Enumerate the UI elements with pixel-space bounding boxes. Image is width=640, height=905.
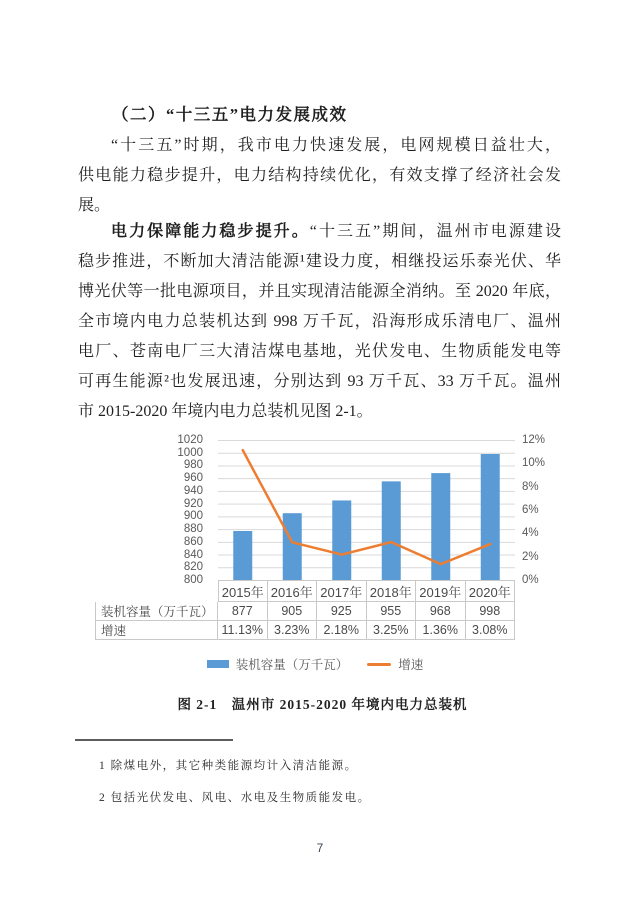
section-heading: （二）“十三五”电力发展成效 [112,105,348,124]
left-axis-tick: 940 [183,484,203,497]
left-axis-tick: 1020 [177,434,203,446]
capacity-bar [481,454,500,580]
right-axis-tick: 2% [522,550,539,563]
text-line: 稳步推进，不断加大清洁能源¹建设力度，相继投运乐泰光伏、华 [78,253,561,270]
page-number: 7 [316,841,324,855]
chart-legend [95,655,535,673]
capacity-value-cell: 877 [218,602,268,621]
capacity-value-cell: 905 [268,602,318,621]
paragraph-2-bold-lead: 电力保障能力稳步提升。 [111,223,310,240]
text-line: 博光伏等一批电源项目，并且实现清洁能源全消纳。至 2020 年底， [78,283,561,300]
year-header-cell: 2015年 [218,580,268,602]
right-axis-tick: 8% [522,480,539,493]
line-series-legend-label: 增速 [398,658,424,672]
growth-value-cell: 11.13% [218,621,268,640]
footnote-2: 2 包括光伏发电、风电、水电及生物质能发电。 [99,792,371,804]
growth-trend-line [243,450,491,564]
text-line: 展。 [78,197,111,214]
paragraph-1 [78,131,561,221]
capacity-row-header: 装机容量（万千瓦） [95,602,218,621]
capacity-value-cell: 955 [367,602,417,621]
footnote-separator [75,739,233,741]
paragraph-1-lines [78,131,561,221]
text-line: 供电能力稳步提升，电力结构持续优化，有效支撑了经济社会发 [78,167,561,184]
capacity-value-cell: 968 [416,602,466,621]
growth-value-cell: 3.25% [367,621,417,640]
text-line: 电厂、苍南电厂三大清洁煤电基地，光伏发电、生物质能发电等 [78,343,561,360]
left-axis-tick: 840 [183,548,203,561]
capacity-bar [332,500,351,580]
right-axis-tick: 12% [522,434,546,446]
plot-area [218,440,515,581]
left-axis-tick: 920 [183,497,203,510]
left-axis-tick: 880 [183,523,203,536]
paragraph-2-line-1 [78,217,561,247]
right-axis-tick: 4% [522,527,539,540]
footnote-1: 1 除煤电外，其它种类能源均计入清洁能源。 [99,760,358,772]
right-axis-tick: 10% [522,457,546,470]
left-axis-tick: 820 [183,561,203,574]
text-line: “十三五”时期，我市电力快速发展，电网规模日益壮大， [111,137,561,154]
capacity-bar [283,513,302,580]
left-axis-tick: 900 [183,510,203,523]
year-header-cell: 2017年 [317,580,367,602]
paragraph-2-lines [78,247,561,427]
bar-series-swatch [207,660,229,668]
text-line: 可再生能源²也发展迅速，分别达到 93 万千瓦、33 万千瓦。温州 [78,373,561,390]
right-axis-tick: 0% [522,574,539,586]
capacity-bar [382,481,401,580]
left-axis-tick: 960 [183,472,203,485]
capacity-value-cell: 925 [317,602,367,621]
growth-row-header: 增速 [95,621,218,640]
text-line: 全市境内电力总装机达到 998 万千瓦，沿海形成乐清电厂、温州 [78,313,561,330]
year-header-cell: 2018年 [367,580,417,602]
chart-data-table [95,580,515,640]
bar-series-legend-label: 装机容量（万千瓦） [235,658,349,672]
growth-value-cell: 3.23% [268,621,318,640]
table-corner-cell [95,580,218,602]
left-axis-tick: 860 [183,535,203,548]
figure-2-1-chart [95,434,550,723]
line-series-swatch [367,663,391,666]
figure-caption: 图 2-1 温州市 2015-2020 年境内电力总装机 [177,697,468,712]
paragraph-2 [78,217,561,427]
left-axis-tick: 980 [183,459,203,472]
year-header-cell: 2020年 [466,580,516,602]
capacity-bar [233,531,252,580]
right-axis-tick: 6% [522,504,539,516]
year-header-cell: 2019年 [416,580,466,602]
growth-value-cell: 3.08% [466,621,516,640]
growth-value-cell: 1.36% [416,621,466,640]
year-header-cell: 2016年 [268,580,318,602]
left-axis-tick: 800 [183,574,203,586]
growth-value-cell: 2.18% [317,621,367,640]
paragraph-2-line-1-rest: “十三五”期间，温州市电源建设 [309,223,561,240]
text-line: 市 2015-2020 年境内电力总装机见图 2-1。 [78,403,373,420]
left-axis-tick: 1000 [177,446,203,459]
capacity-value-cell: 998 [466,602,516,621]
